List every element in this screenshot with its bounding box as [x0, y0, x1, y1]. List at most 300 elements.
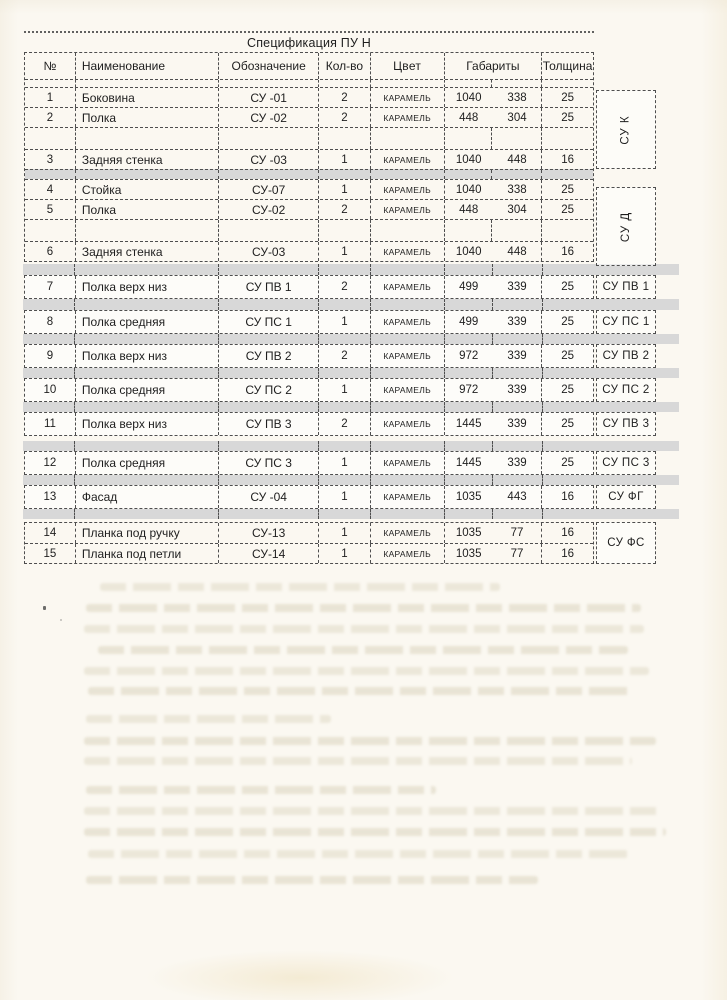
empty-cell	[318, 80, 370, 87]
empty-cell	[542, 264, 594, 275]
cell-item-name: Полка верх низ	[75, 345, 219, 367]
cell-dimension-height: 339	[507, 316, 527, 328]
empty-cell	[75, 170, 219, 179]
header-code: Обозначение	[218, 53, 318, 79]
cell-designation: СУ -03	[218, 150, 318, 169]
cell-row-number: 8	[46, 316, 54, 328]
empty-cell	[370, 368, 444, 378]
cell-dimension-width: 972	[459, 350, 479, 362]
cell-dimension-width: 972	[459, 384, 479, 396]
empty-cell	[444, 368, 492, 378]
table-row-box	[24, 412, 594, 436]
cell-color: КАРАМЕЛЬ	[370, 523, 444, 543]
empty-cell	[218, 299, 318, 310]
table-row	[25, 543, 593, 563]
cell-quantity: 1	[318, 523, 370, 543]
cell-row-number: 6	[46, 245, 54, 258]
empty-cell	[444, 509, 492, 519]
cell-dimension-width: 1035	[455, 527, 482, 539]
shaded-spacer-band	[24, 441, 594, 451]
cell-item-name: Задняя стенка	[75, 150, 219, 169]
empty-cell	[24, 264, 74, 275]
empty-cell	[444, 220, 492, 241]
cell-color: КАРАМЕЛЬ	[370, 544, 444, 563]
cell-quantity: 1	[318, 486, 370, 508]
group-label: СУ ПС 2	[602, 384, 650, 396]
empty-cell	[318, 170, 370, 179]
cell-dimensions	[444, 379, 542, 401]
cell-designation: СУ ПС 3	[218, 452, 318, 474]
empty-cell	[541, 220, 593, 241]
empty-cell	[492, 264, 542, 275]
empty-cell	[318, 128, 370, 149]
empty-cell	[218, 509, 318, 519]
empty-cell	[74, 264, 218, 275]
cell-designation: СУ-13	[218, 523, 318, 543]
empty-spacer-row	[25, 219, 593, 241]
ghost-text-line	[100, 583, 500, 591]
cell-dimension-height: 339	[507, 350, 527, 362]
scan-speck	[43, 606, 46, 610]
shaded-spacer-band	[24, 402, 594, 412]
cell-row-number: 14	[43, 527, 57, 539]
cell-thickness: 16	[541, 523, 593, 543]
empty-cell	[542, 402, 594, 412]
cell-thickness: 25	[541, 88, 593, 107]
cell-dimensions	[444, 242, 542, 261]
empty-cell	[370, 299, 444, 310]
shaded-spacer-band	[24, 475, 594, 485]
cell-dimension-width: 1445	[455, 418, 482, 430]
empty-cell	[444, 128, 492, 149]
cell-dimension-height: 448	[507, 245, 527, 258]
header-color: Цвет	[370, 53, 444, 79]
cell-designation: СУ -01	[218, 88, 318, 107]
empty-cell	[542, 334, 594, 344]
cell-dimension-height: 339	[507, 457, 527, 469]
cell-quantity: 2	[318, 413, 370, 435]
cell-thickness: 25	[541, 379, 593, 401]
cell-dimension-width: 1445	[455, 457, 482, 469]
table-row	[25, 345, 593, 367]
ghost-text-line	[86, 876, 538, 884]
cell-dimensions	[444, 88, 542, 107]
group-label: СУ ФГ	[608, 491, 644, 503]
cell-thickness: 25	[541, 311, 593, 333]
empty-cell	[370, 264, 444, 275]
cell-designation: СУ-03	[218, 242, 318, 261]
cell-row-number: 11	[43, 418, 56, 430]
cell-quantity: 2	[318, 345, 370, 367]
cell-dimensions	[444, 108, 542, 127]
cell-dimensions	[444, 311, 542, 333]
cell-dimensions	[444, 413, 542, 435]
cell-color: КАРАМЕЛЬ	[370, 108, 444, 127]
cell-dimension-width: 1040	[455, 91, 482, 104]
cell-row-number: 2	[46, 111, 54, 124]
cell-color: КАРАМЕЛЬ	[370, 276, 444, 298]
empty-cell	[218, 441, 318, 451]
empty-cell	[542, 509, 594, 519]
empty-cell	[218, 220, 318, 241]
table-row	[25, 87, 593, 107]
shaded-spacer-row	[24, 475, 594, 485]
empty-cell	[491, 128, 541, 149]
cell-color: КАРАМЕЛЬ	[370, 345, 444, 367]
cell-thickness: 25	[541, 200, 593, 219]
cell-thickness: 16	[541, 544, 593, 563]
empty-cell	[491, 220, 541, 241]
cell-designation: СУ -02	[218, 108, 318, 127]
table-row	[25, 276, 593, 298]
cell-thickness: 16	[541, 242, 593, 261]
cell-item-name: Полка верх низ	[75, 276, 219, 298]
cell-quantity: 1	[318, 452, 370, 474]
cell-row-number: 3	[46, 153, 54, 166]
cell-dimension-width: 1040	[455, 183, 482, 196]
cell-row-number: 4	[46, 183, 54, 196]
empty-cell	[218, 334, 318, 344]
cell-color: КАРАМЕЛЬ	[370, 242, 444, 261]
empty-cell	[491, 80, 541, 87]
empty-cell	[24, 368, 74, 378]
table-row-box	[24, 485, 594, 509]
group-label-box	[596, 378, 656, 402]
cell-designation: СУ-02	[218, 200, 318, 219]
cell-dimension-width: 499	[459, 281, 479, 293]
empty-cell	[75, 220, 219, 241]
empty-cell	[444, 299, 492, 310]
empty-cell	[24, 334, 74, 344]
table-row-box	[24, 344, 594, 368]
cell-dimensions	[444, 486, 542, 508]
cell-dimension-width: 448	[459, 111, 479, 124]
table-row	[25, 311, 593, 333]
cell-dimensions	[444, 345, 542, 367]
group-label: СУ ПВ 1	[602, 281, 650, 293]
empty-cell	[492, 441, 542, 451]
shaded-spacer-row	[24, 264, 594, 275]
cell-designation: СУ -04	[218, 486, 318, 508]
cell-item-name: Полка средняя	[75, 452, 219, 474]
empty-cell	[492, 475, 542, 485]
empty-cell	[491, 170, 541, 179]
empty-cell	[318, 299, 370, 310]
empty-cell	[444, 264, 492, 275]
cell-dimension-height: 448	[507, 153, 527, 166]
cell-dimensions	[444, 200, 542, 219]
empty-cell	[24, 299, 74, 310]
group-label-box	[596, 451, 656, 475]
table-row	[25, 413, 593, 435]
empty-cell	[370, 80, 444, 87]
cell-dimension-height: 304	[507, 203, 527, 216]
cell-row-number: 5	[46, 203, 54, 216]
cell-thickness: 25	[541, 452, 593, 474]
table-row	[25, 149, 593, 169]
shaded-spacer-row	[25, 169, 593, 179]
empty-cell	[218, 80, 318, 87]
cell-color: КАРАМЕЛЬ	[370, 311, 444, 333]
empty-cell	[542, 368, 594, 378]
cell-color: КАРАМЕЛЬ	[370, 413, 444, 435]
table-row	[25, 199, 593, 219]
cell-thickness: 16	[541, 486, 593, 508]
header-thickness: Толщина	[541, 53, 593, 79]
empty-cell	[444, 402, 492, 412]
empty-cell	[492, 509, 542, 519]
empty-cell	[492, 299, 542, 310]
shaded-spacer-row	[24, 368, 594, 378]
table-row-box	[24, 451, 594, 475]
empty-cell	[492, 368, 542, 378]
ghost-text-line	[98, 646, 628, 654]
cell-quantity: 2	[318, 88, 370, 107]
group-label-box	[596, 485, 656, 509]
empty-cell	[541, 80, 593, 87]
group-label-box	[596, 310, 656, 334]
cell-dimensions	[444, 523, 542, 543]
group-label: СУ ПВ 3	[602, 418, 650, 430]
shaded-spacer-row	[24, 441, 594, 451]
empty-cell	[24, 441, 74, 451]
cell-dimensions	[444, 276, 542, 298]
empty-cell	[218, 128, 318, 149]
empty-cell	[25, 80, 75, 87]
cell-thickness: 16	[541, 150, 593, 169]
cell-designation: СУ-14	[218, 544, 318, 563]
table-row	[25, 486, 593, 508]
cell-thickness: 25	[541, 276, 593, 298]
empty-cell	[444, 334, 492, 344]
cell-item-name: Полка	[75, 200, 219, 219]
ghost-text-line	[88, 850, 628, 858]
cell-dimension-height: 339	[507, 418, 527, 430]
cell-dimension-height: 77	[510, 527, 524, 539]
group-label-box	[596, 412, 656, 436]
cell-dimension-height: 339	[507, 384, 527, 396]
empty-cell	[25, 128, 75, 149]
shaded-spacer-band	[24, 368, 594, 378]
shaded-spacer-row	[24, 509, 594, 519]
cell-dimension-height: 338	[507, 183, 527, 196]
empty-spacer-row	[25, 127, 593, 149]
empty-cell	[318, 402, 370, 412]
cell-dimension-width: 499	[459, 316, 479, 328]
empty-cell	[492, 334, 542, 344]
ghost-text-line	[84, 757, 632, 765]
empty-cell	[25, 170, 75, 179]
empty-cell	[74, 475, 218, 485]
cell-thickness: 25	[541, 413, 593, 435]
empty-cell	[74, 334, 218, 344]
cell-dimensions	[444, 544, 542, 563]
cell-dimension-width: 448	[459, 203, 479, 216]
empty-cell	[218, 368, 318, 378]
ghost-text-line	[84, 737, 656, 745]
group-label: СУ ПС 1	[602, 316, 650, 328]
header-qty: Кол-во	[318, 53, 370, 79]
cell-quantity: 2	[318, 108, 370, 127]
empty-cell	[444, 475, 492, 485]
empty-cell	[318, 264, 370, 275]
cell-color: КАРАМЕЛЬ	[370, 88, 444, 107]
empty-cell	[318, 368, 370, 378]
header-name: Наименование	[75, 53, 219, 79]
header-dims: Габариты	[444, 53, 542, 79]
cell-row-number: 15	[43, 547, 57, 560]
cell-thickness: 25	[541, 180, 593, 199]
table-header-row	[25, 53, 593, 79]
empty-cell	[24, 475, 74, 485]
empty-cell	[218, 402, 318, 412]
table-row-box	[24, 275, 594, 299]
cell-item-name: Задняя стенка	[75, 242, 219, 261]
ghost-text-line	[84, 807, 662, 815]
group-label-box	[596, 187, 656, 266]
cell-quantity: 1	[318, 379, 370, 401]
empty-cell	[370, 402, 444, 412]
empty-cell	[74, 368, 218, 378]
table-row	[25, 523, 593, 543]
empty-cell	[370, 441, 444, 451]
cell-dimension-height: 338	[507, 91, 527, 104]
empty-cell	[74, 441, 218, 451]
cell-quantity: 1	[318, 150, 370, 169]
empty-cell	[444, 170, 492, 179]
empty-cell	[444, 80, 492, 87]
empty-cell	[218, 475, 318, 485]
cell-dimension-height: 339	[507, 281, 527, 293]
cell-color: КАРАМЕЛЬ	[370, 150, 444, 169]
group-label: СУ ПС 3	[602, 457, 650, 469]
empty-cell	[74, 402, 218, 412]
cell-color: КАРАМЕЛЬ	[370, 200, 444, 219]
ghost-text-line	[86, 786, 436, 794]
shaded-spacer-row	[24, 334, 594, 344]
empty-cell	[370, 128, 444, 149]
cell-color: КАРАМЕЛЬ	[370, 452, 444, 474]
cell-color: КАРАМЕЛЬ	[370, 180, 444, 199]
shaded-spacer-band	[24, 264, 594, 275]
ghost-text-line	[86, 604, 641, 612]
cell-dimension-height: 304	[507, 111, 527, 124]
cell-dimension-height: 77	[510, 547, 524, 560]
group-label-box	[596, 90, 656, 169]
cell-thickness: 25	[541, 108, 593, 127]
empty-cell	[24, 509, 74, 519]
cell-dimension-height: 443	[507, 491, 527, 503]
table-row-box	[24, 378, 594, 402]
cell-item-name: Планка под ручку	[75, 523, 219, 543]
empty-cell	[75, 128, 219, 149]
cell-designation: СУ ПВ 3	[218, 413, 318, 435]
cell-row-number: 12	[43, 457, 57, 469]
cell-dimensions	[444, 452, 542, 474]
empty-cell	[492, 402, 542, 412]
empty-cell	[318, 509, 370, 519]
ghost-text-line	[84, 828, 666, 836]
shaded-spacer-row	[24, 299, 594, 310]
empty-cell	[318, 334, 370, 344]
table-row	[25, 379, 593, 401]
cell-item-name: Планка под петли	[75, 544, 219, 563]
empty-cell	[74, 509, 218, 519]
cell-item-name: Фасад	[75, 486, 219, 508]
empty-cell	[542, 441, 594, 451]
group-label-box	[596, 522, 656, 564]
empty-cell	[370, 475, 444, 485]
empty-cell	[218, 170, 318, 179]
group-label: СУ ФС	[607, 537, 645, 549]
cell-row-number: 1	[46, 91, 54, 104]
empty-cell	[370, 220, 444, 241]
table-row	[25, 241, 593, 261]
cell-quantity: 2	[318, 276, 370, 298]
cell-quantity: 1	[318, 311, 370, 333]
cell-dimension-width: 1040	[455, 245, 482, 258]
cell-item-name: Полка верх низ	[75, 413, 219, 435]
cell-designation: СУ-07	[218, 180, 318, 199]
group-label: СУ К	[620, 114, 632, 145]
empty-cell	[25, 220, 75, 241]
empty-cell	[370, 509, 444, 519]
cell-item-name: Боковина	[75, 88, 219, 107]
table-row	[25, 107, 593, 127]
table-row	[25, 179, 593, 199]
group-label-box	[596, 275, 656, 299]
empty-spacer-row	[25, 79, 593, 87]
ghost-text-line	[86, 715, 331, 723]
cell-dimension-width: 1035	[455, 547, 482, 560]
shaded-spacer-band	[24, 509, 594, 519]
top-divider-rule	[24, 31, 594, 33]
empty-cell	[541, 170, 593, 179]
empty-cell	[370, 334, 444, 344]
table-lower-block	[24, 522, 594, 564]
empty-cell	[370, 170, 444, 179]
table-row	[25, 452, 593, 474]
cell-item-name: Полка	[75, 108, 219, 127]
cell-dimension-width: 1040	[455, 153, 482, 166]
empty-cell	[318, 220, 370, 241]
cell-designation: СУ ПВ 2	[218, 345, 318, 367]
cell-color: КАРАМЕЛЬ	[370, 379, 444, 401]
empty-cell	[542, 475, 594, 485]
empty-cell	[75, 80, 219, 87]
empty-cell	[218, 264, 318, 275]
empty-cell	[541, 128, 593, 149]
cell-quantity: 1	[318, 180, 370, 199]
cell-row-number: 7	[46, 281, 54, 293]
shaded-spacer-band	[24, 299, 594, 310]
cell-row-number: 10	[43, 384, 57, 396]
cell-item-name: Полка средняя	[75, 311, 219, 333]
cell-thickness: 25	[541, 345, 593, 367]
ghost-text-line	[84, 667, 649, 675]
cell-row-number: 13	[43, 491, 57, 503]
empty-cell	[542, 299, 594, 310]
cell-dimension-width: 1035	[455, 491, 482, 503]
cell-quantity: 2	[318, 200, 370, 219]
scan-speck	[60, 619, 62, 621]
table-upper-block	[24, 52, 594, 262]
cell-item-name: Стойка	[75, 180, 219, 199]
ghost-text-line	[84, 625, 644, 633]
ghost-text-line	[88, 687, 633, 695]
table-row-box	[24, 310, 594, 334]
cell-quantity: 1	[318, 544, 370, 563]
